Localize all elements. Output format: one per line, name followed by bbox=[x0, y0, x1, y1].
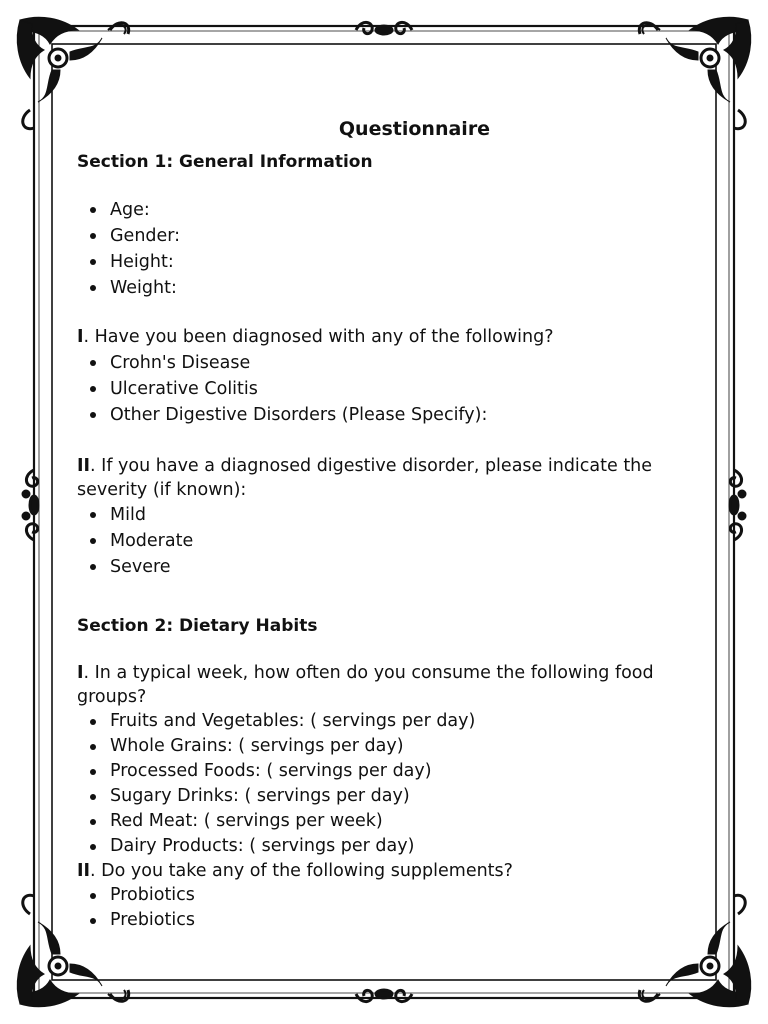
question-text: . Do you take any of the following supplements? bbox=[90, 861, 513, 881]
question-number: II bbox=[77, 861, 91, 881]
questionnaire-body bbox=[77, 116, 702, 933]
section-1-heading: Section 1: General Information bbox=[77, 152, 373, 172]
list-item: Processed Foods: ( servings per day) bbox=[77, 759, 702, 784]
list-item: Severe bbox=[77, 554, 702, 580]
question-text: . If you have a diagnosed digestive disorder, please indicate the severity (if known): bbox=[77, 456, 653, 500]
question-supplements bbox=[77, 859, 702, 883]
question-number: I bbox=[77, 663, 84, 683]
general-info-list bbox=[77, 197, 702, 301]
list-item: Gender: bbox=[77, 223, 702, 249]
food-group-options bbox=[77, 709, 702, 859]
list-item: Weight: bbox=[77, 275, 702, 301]
list-item: Age: bbox=[77, 197, 702, 223]
list-item: Crohn's Disease bbox=[77, 350, 702, 376]
list-item: Whole Grains: ( servings per day) bbox=[77, 734, 702, 759]
scroll-ornament-bottom-icon bbox=[108, 990, 660, 1002]
list-item: Moderate bbox=[77, 528, 702, 554]
question-text: . In a typical week, how often do you consume the following food groups? bbox=[77, 663, 654, 707]
list-item: Probiotics bbox=[77, 883, 702, 908]
list-item: Dairy Products: ( servings per day) bbox=[77, 834, 702, 859]
question-text: . Have you been diagnosed with any of the following? bbox=[83, 327, 554, 347]
list-item: Red Meat: ( servings per week) bbox=[77, 809, 702, 834]
diagnosis-options bbox=[77, 350, 702, 428]
list-item: Height: bbox=[77, 249, 702, 275]
list-item: Other Digestive Disorders (Please Specify): bbox=[77, 402, 702, 428]
severity-options bbox=[77, 502, 702, 580]
supplement-options bbox=[77, 883, 702, 933]
section-2-heading: Section 2: Dietary Habits bbox=[77, 616, 318, 636]
scroll-ornament-top-icon bbox=[108, 22, 660, 34]
question-food-groups bbox=[77, 661, 702, 709]
question-number: I bbox=[77, 327, 84, 347]
list-item: Mild bbox=[77, 502, 702, 528]
question-number: II bbox=[77, 456, 91, 476]
page-title: Questionnaire bbox=[338, 118, 491, 140]
list-item: Prebiotics bbox=[77, 908, 702, 933]
scroll-ornament-right-icon bbox=[730, 470, 745, 540]
list-item: Ulcerative Colitis bbox=[77, 376, 702, 402]
question-severity bbox=[77, 454, 702, 502]
list-item: Sugary Drinks: ( servings per day) bbox=[77, 784, 702, 809]
question-diagnosis bbox=[77, 325, 702, 349]
list-item: Fruits and Vegetables: ( servings per day) bbox=[77, 709, 702, 734]
scroll-ornament-left-icon bbox=[23, 470, 38, 540]
